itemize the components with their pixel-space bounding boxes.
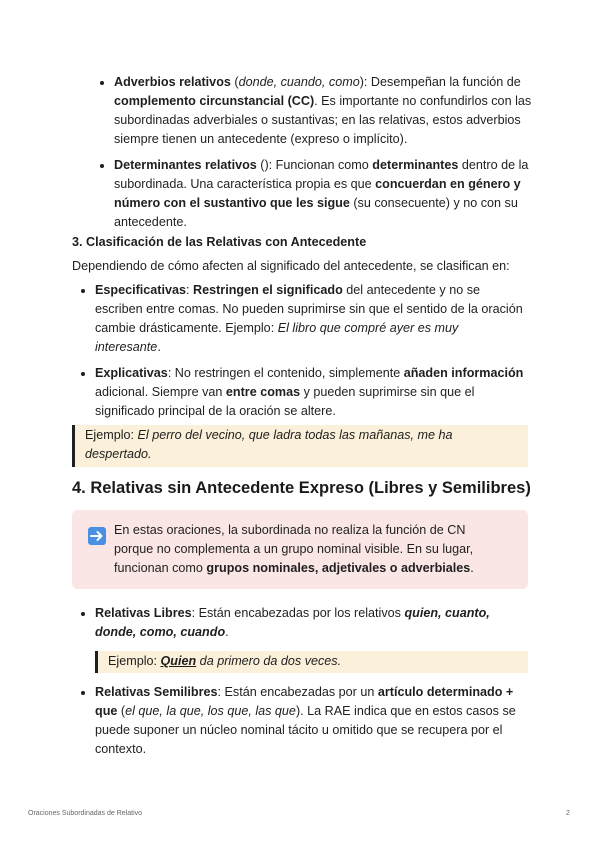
list-item: Determinantes relativos (): Funcionan como determinantes dentro de la subordinada. Una característica propia es que concuerdan en género y número con el sustantivo que les sigue (su consecuente) y no con su antecedente.: [114, 156, 532, 232]
page-number: 2: [566, 810, 570, 817]
list-item: Explicativas: No restringen el contenido, simplemente añaden información adicional. Siempre van entre comas y pueden suprimirse sin que el significado principal de la oración se altere.: [95, 364, 527, 421]
callout-box: [72, 510, 528, 589]
list-item: Relativas Semilibres: Están encabezadas por un artículo determinado + que (el que, la que, los que, las que). La RAE indica que en estos casos se puede suponer un núcleo nominal tácito u omitido que se recupera por el contexto.: [95, 683, 527, 759]
relatives-list: [114, 73, 532, 232]
list-item: Relativas Libres: Están encabezadas por los relativos quien, cuanto, donde, como, cuando.: [95, 604, 527, 642]
example-quote: Ejemplo: El perro del vecino, que ladra todas las mañanas, me ha despertado.: [72, 425, 528, 467]
section-4-heading: 4. Relativas sin Antecedente Expreso (Libres y Semilibres): [72, 479, 531, 497]
semilibres-list: [95, 683, 527, 759]
list-item: Adverbios relativos (donde, cuando, como): Desempeñan la función de complemento circunstancial (CC). Es importante no confundirlos con las subordinadas adverbiales o sustantivas; en las relativas, estos adverbios siempre tienen un antecedente (expreso o implícito).: [114, 73, 532, 149]
section-3-intro: Dependiendo de cómo afecten al significado del antecedente, se clasifican en:: [72, 259, 510, 273]
example-quote-2: Ejemplo: Quien da primero da dos veces.: [95, 651, 528, 673]
classification-list: [95, 281, 527, 421]
libres-list: [95, 604, 527, 642]
footer-title: Oraciones Subordinadas de Relativo: [28, 810, 143, 817]
section-3-heading: 3. Clasificación de las Relativas con Antecedente: [72, 235, 367, 249]
callout-text: En estas oraciones, la subordinada no realiza la función de CN porque no complementa a un grupo nominal visible. En su lugar, funcionan como grupos nominales, adjetivales o adverbiales.: [114, 523, 474, 575]
list-item: Especificativas: Restringen el significado del antecedente y no se escriben entre comas. No pueden suprimirse sin que el sentido de la oración cambie drásticamente. Ejemplo: El libro que compré ayer es muy interesante.: [95, 281, 527, 357]
right-arrow-icon: [88, 527, 106, 545]
